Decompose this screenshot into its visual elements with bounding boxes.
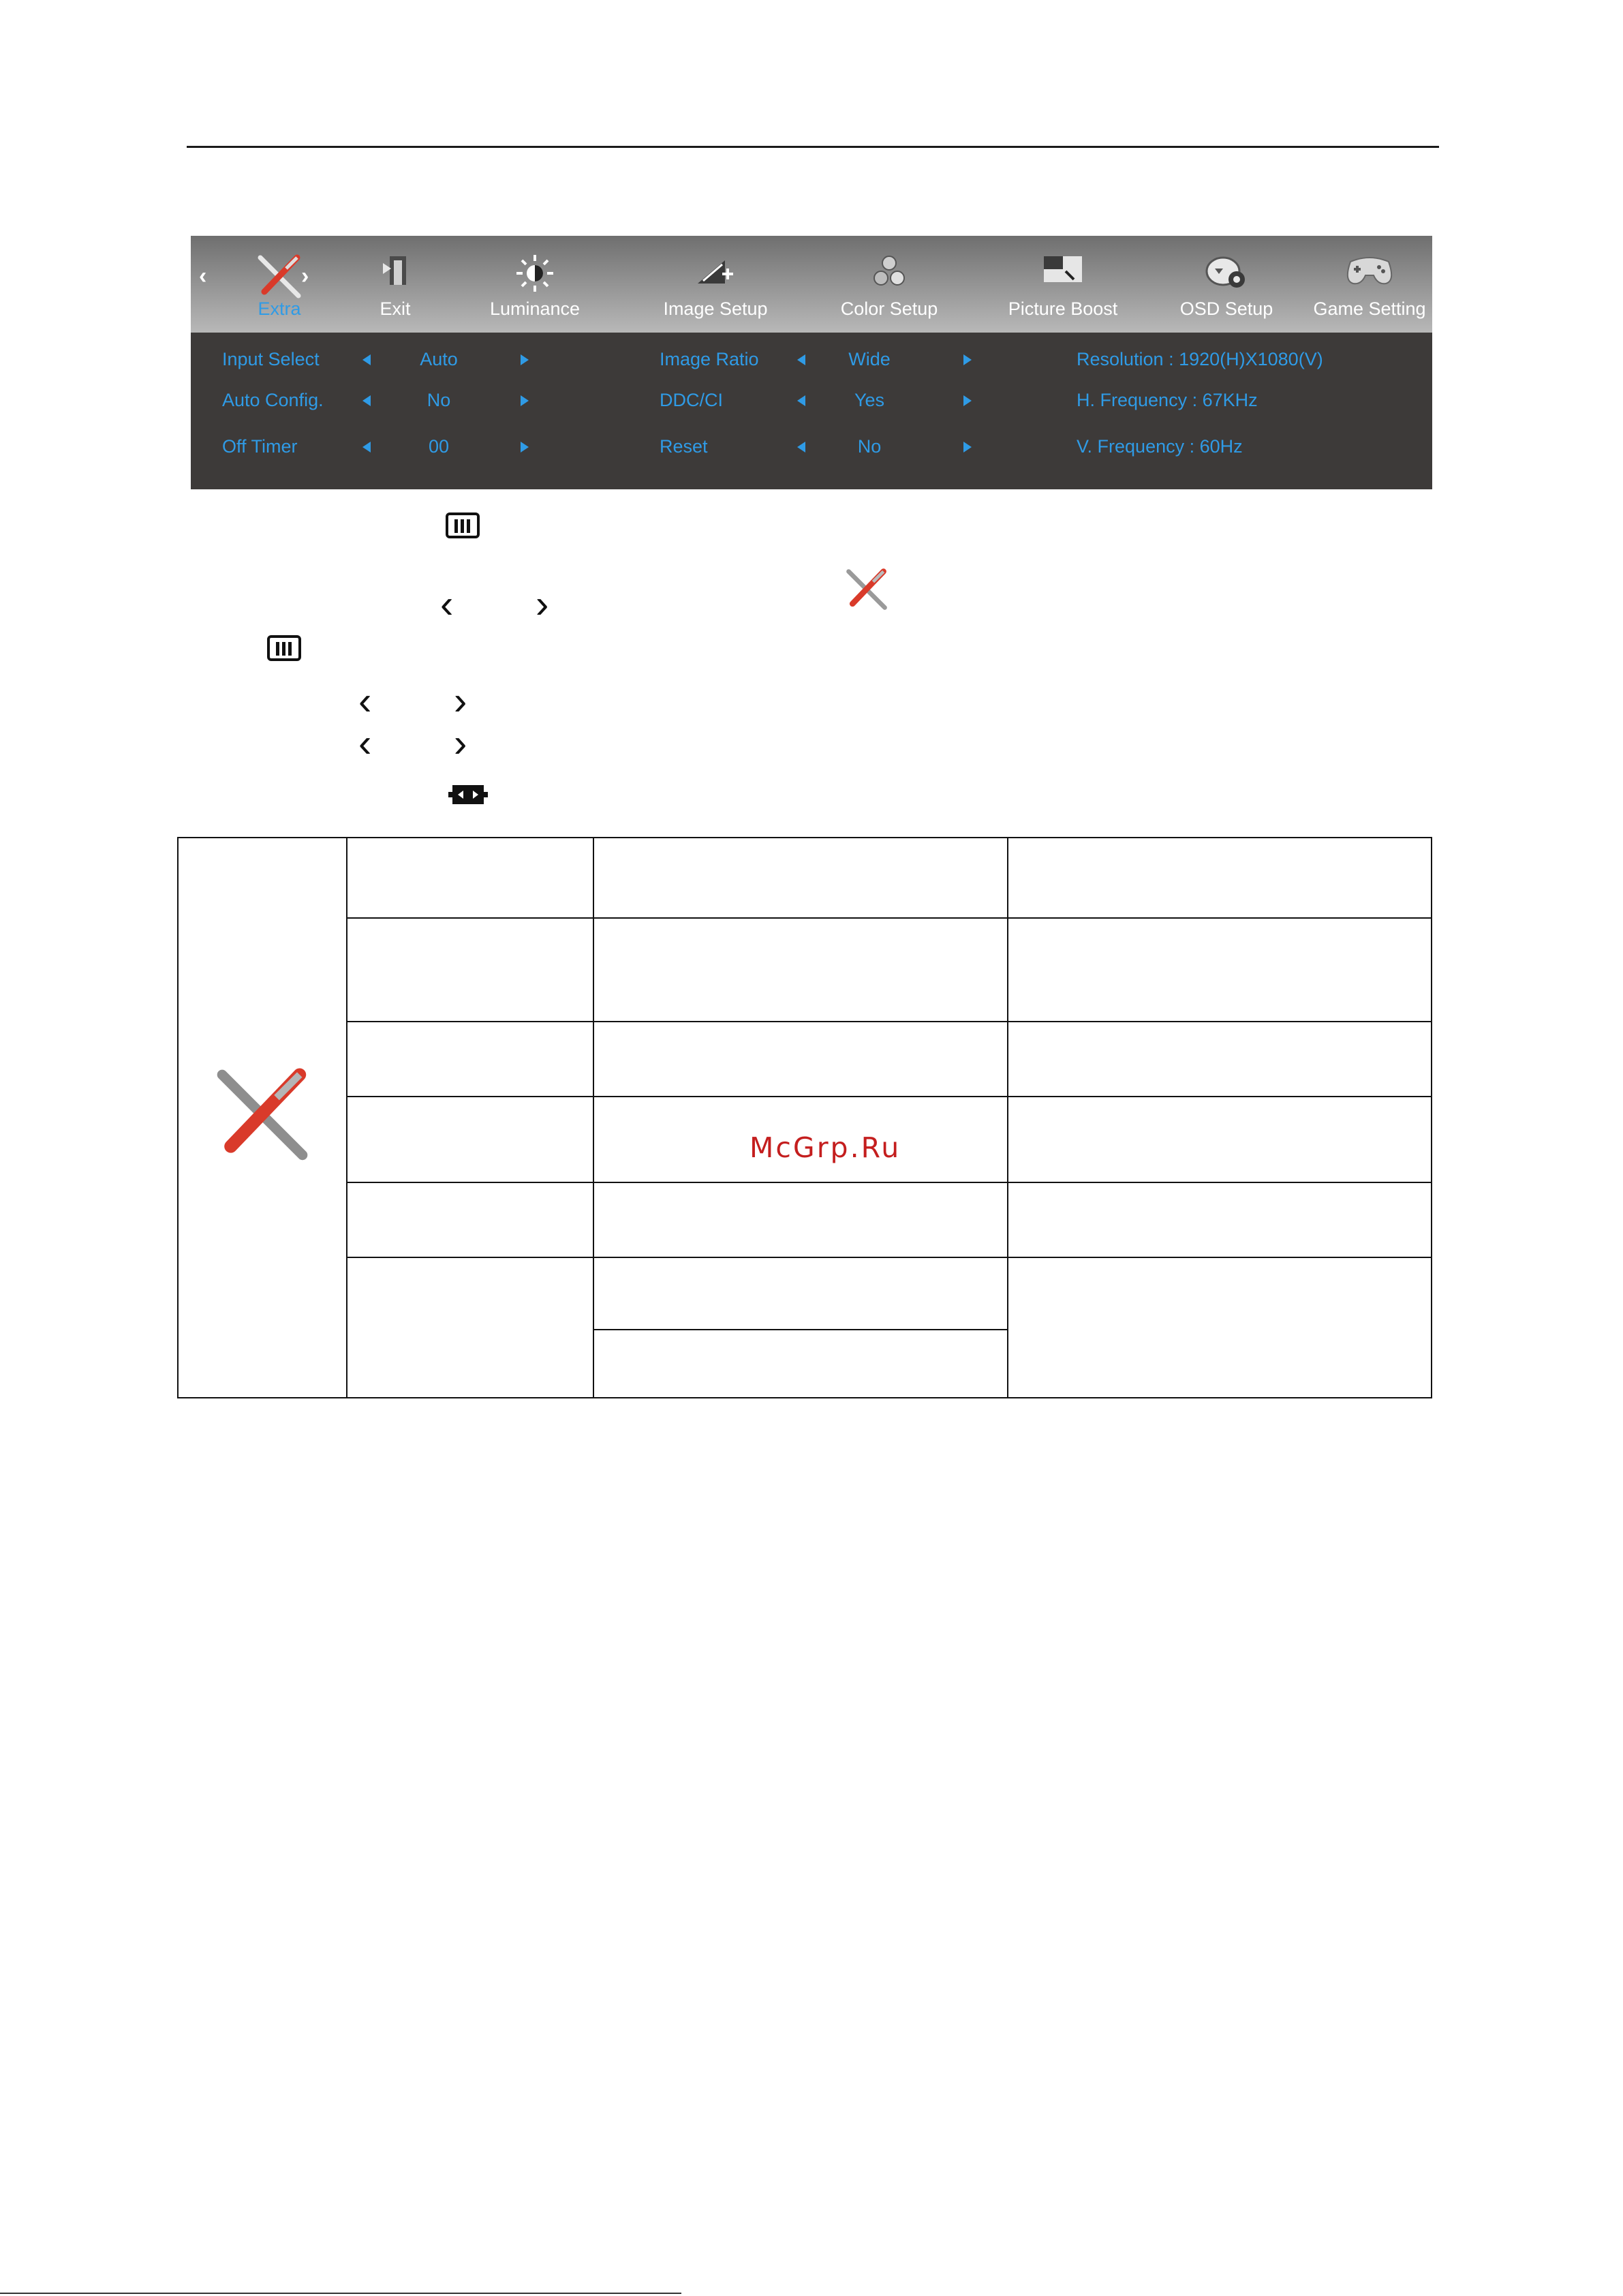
tab-osd-setup[interactable] — [1158, 236, 1295, 333]
table-cell — [1008, 838, 1432, 918]
chevron-left-icon: ‹ — [440, 582, 454, 626]
setting-label: Image Ratio — [660, 349, 759, 369]
enter-button-icon — [448, 782, 488, 807]
table-cell — [347, 1097, 593, 1182]
color-setup-icon — [871, 254, 908, 289]
chevron-right-icon[interactable]: › — [301, 263, 309, 289]
image-setup-icon — [695, 254, 736, 288]
arrow-right-icon[interactable] — [521, 354, 529, 365]
setting-value: 00 — [428, 436, 450, 457]
table-cell — [593, 1257, 1008, 1330]
setting-value: No — [857, 436, 882, 457]
arrow-left-icon[interactable] — [362, 395, 371, 406]
osd-settings-panel — [191, 333, 1432, 489]
info-v-frequency: V. Frequency : 60Hz — [1077, 436, 1243, 457]
table-cell — [347, 918, 593, 1022]
watermark-text: McGrp.Ru — [749, 1131, 901, 1164]
setting-value: Wide — [848, 349, 891, 369]
chevron-right-icon: › — [536, 582, 549, 626]
tab-label: Color Setup — [840, 299, 938, 319]
brightness-icon — [515, 254, 555, 293]
table-cell — [593, 918, 1008, 1022]
chevron-left-icon[interactable]: ‹ — [199, 263, 207, 289]
setting-value: No — [427, 390, 451, 410]
setting-label: DDC/CI — [660, 390, 723, 410]
table-cell — [347, 1257, 593, 1398]
tools-icon — [842, 567, 891, 613]
tab-image-setup[interactable] — [647, 236, 784, 333]
tools-icon — [208, 1062, 317, 1171]
tab-game-setting[interactable] — [1308, 236, 1431, 333]
chevron-left-icon: ‹ — [358, 721, 372, 765]
setting-label: Reset — [660, 436, 708, 457]
arrow-left-icon[interactable] — [797, 442, 805, 453]
info-resolution: Resolution : 1920(H)X1080(V) — [1077, 349, 1323, 369]
arrow-left-icon[interactable] — [797, 395, 805, 406]
table-cell — [347, 1022, 593, 1097]
table-cell — [593, 1330, 1008, 1398]
exit-icon — [380, 254, 410, 288]
table-cell — [1008, 1097, 1432, 1182]
arrow-right-icon[interactable] — [963, 354, 972, 365]
menu-button-icon — [267, 635, 301, 661]
tab-label: Game Setting — [1313, 299, 1426, 319]
tab-label: Luminance — [489, 299, 581, 319]
header-rule — [187, 146, 1439, 148]
arrow-left-icon[interactable] — [797, 354, 805, 365]
table-cell — [1008, 1257, 1432, 1398]
arrow-right-icon[interactable] — [521, 395, 529, 406]
info-h-frequency: H. Frequency : 67KHz — [1077, 390, 1258, 410]
arrow-right-icon[interactable] — [963, 442, 972, 453]
tab-color-setup[interactable] — [821, 236, 957, 333]
setting-label: Input Select — [222, 349, 320, 369]
setting-label: Off Timer — [222, 436, 298, 457]
tab-luminance[interactable] — [477, 236, 593, 333]
arrow-left-icon[interactable] — [362, 442, 371, 453]
tab-picture-boost[interactable] — [988, 236, 1138, 333]
extra-function-table — [177, 837, 1432, 1398]
table-cell — [347, 838, 593, 918]
footer-rule — [0, 2293, 681, 2294]
table-cell — [593, 838, 1008, 918]
chevron-left-icon: ‹ — [358, 679, 372, 723]
setting-value: Yes — [854, 390, 885, 410]
table-cell — [1008, 1022, 1432, 1097]
table-cell — [1008, 1182, 1432, 1257]
tab-label: OSD Setup — [1179, 299, 1273, 319]
arrow-right-icon[interactable] — [521, 442, 529, 453]
setting-value: Auto — [420, 349, 458, 369]
tab-label: Picture Boost — [1008, 299, 1118, 319]
tab-exit[interactable] — [354, 236, 436, 333]
arrow-right-icon[interactable] — [963, 395, 972, 406]
arrow-left-icon[interactable] — [362, 354, 371, 365]
picture-boost-icon — [1042, 254, 1083, 285]
tab-extra[interactable] — [232, 236, 327, 333]
table-cell — [347, 1182, 593, 1257]
table-cell — [593, 1182, 1008, 1257]
setting-label: Auto Config. — [222, 390, 324, 410]
chevron-right-icon: › — [454, 679, 467, 723]
tab-label: Exit — [380, 299, 411, 319]
table-icon-cell — [178, 838, 347, 1398]
tools-icon — [253, 254, 305, 301]
tab-label: Image Setup — [663, 299, 768, 319]
table-cell — [1008, 918, 1432, 1022]
tab-label: Extra — [258, 299, 301, 319]
chevron-right-icon: › — [454, 721, 467, 765]
osd-menu — [191, 236, 1432, 489]
osd-tab-bar — [191, 236, 1432, 333]
gamepad-icon — [1344, 254, 1395, 288]
menu-button-icon — [446, 512, 480, 538]
table-cell — [593, 1022, 1008, 1097]
osd-setup-icon — [1204, 254, 1249, 292]
